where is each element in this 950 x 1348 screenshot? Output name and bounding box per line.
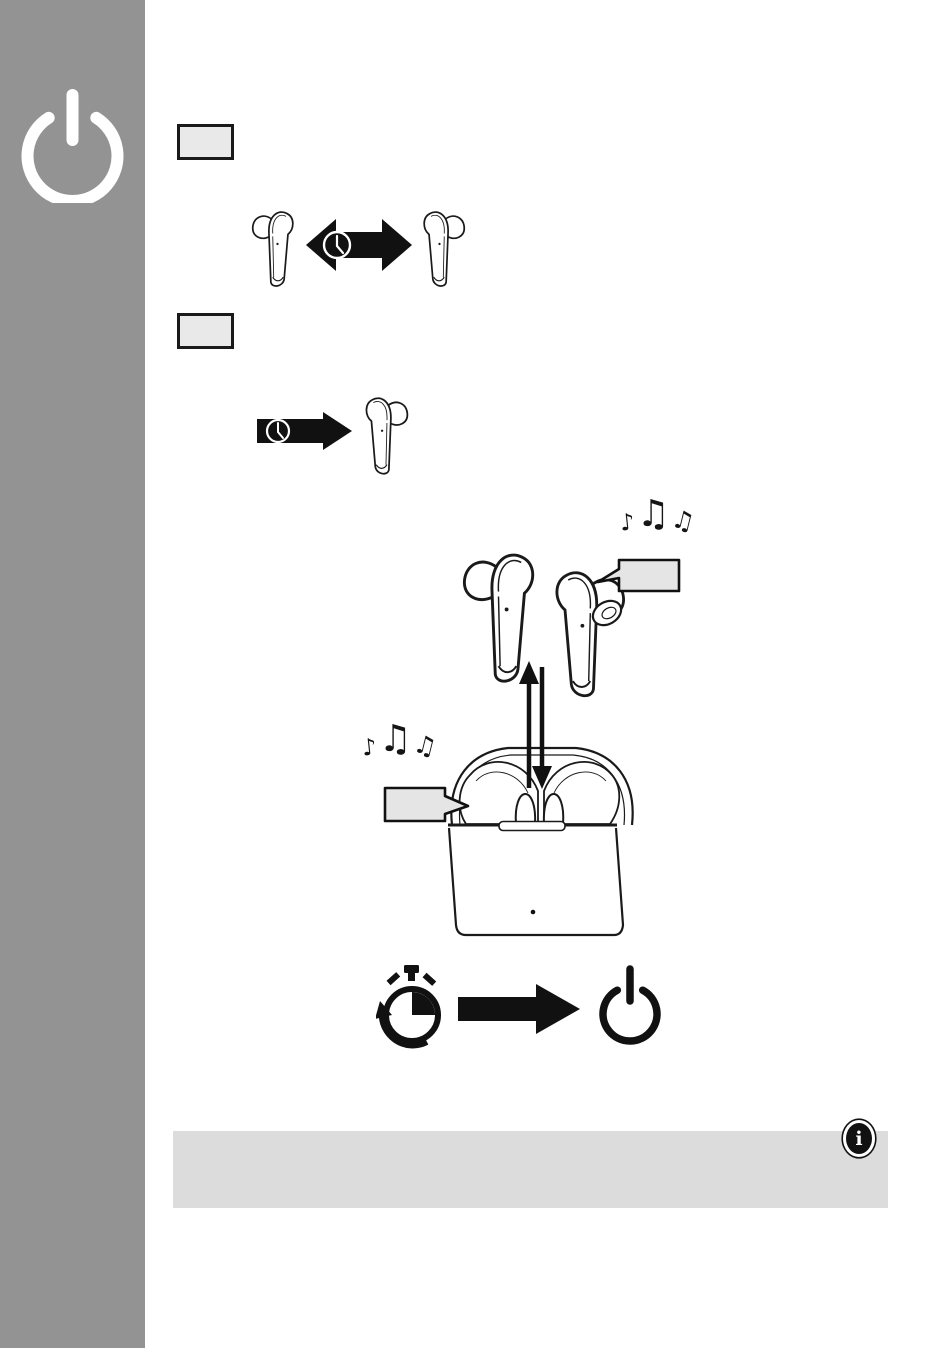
earbud-left-icon xyxy=(253,212,293,286)
info-icon xyxy=(846,1123,872,1154)
step-label-box-1 xyxy=(177,124,234,160)
charging-case-body xyxy=(448,822,623,936)
callout-left xyxy=(381,784,473,826)
case-led-dot xyxy=(531,910,536,915)
power-icon xyxy=(594,964,666,1050)
music-notes-right xyxy=(618,492,698,538)
info-icon-glyph: i xyxy=(855,1127,863,1150)
music-note: ♫ xyxy=(668,503,698,538)
music-note: ♪ xyxy=(360,734,378,762)
music-note: ♪ xyxy=(618,509,636,537)
music-notes-left xyxy=(360,717,440,763)
double-headed-arrow-icon xyxy=(306,219,412,271)
earbud-left-icon xyxy=(464,555,532,681)
right-arrow-icon xyxy=(257,412,352,450)
music-note: ♫ xyxy=(636,492,670,535)
stopwatch-icon xyxy=(376,963,448,1055)
earbud-icon xyxy=(366,398,407,474)
music-note: ♫ xyxy=(378,717,412,760)
earbud-right-icon xyxy=(424,212,464,286)
sidebar xyxy=(0,0,145,1348)
step-label-box-2 xyxy=(177,313,234,349)
info-note-box xyxy=(173,1131,888,1208)
figure-earbud-timeout xyxy=(253,390,411,480)
figure-earbuds-pairing xyxy=(245,203,480,295)
music-note: ♫ xyxy=(410,728,440,763)
right-arrow-icon xyxy=(458,984,582,1034)
down-arrow-icon xyxy=(532,667,552,789)
callout-right xyxy=(593,555,683,595)
power-icon xyxy=(20,88,125,203)
